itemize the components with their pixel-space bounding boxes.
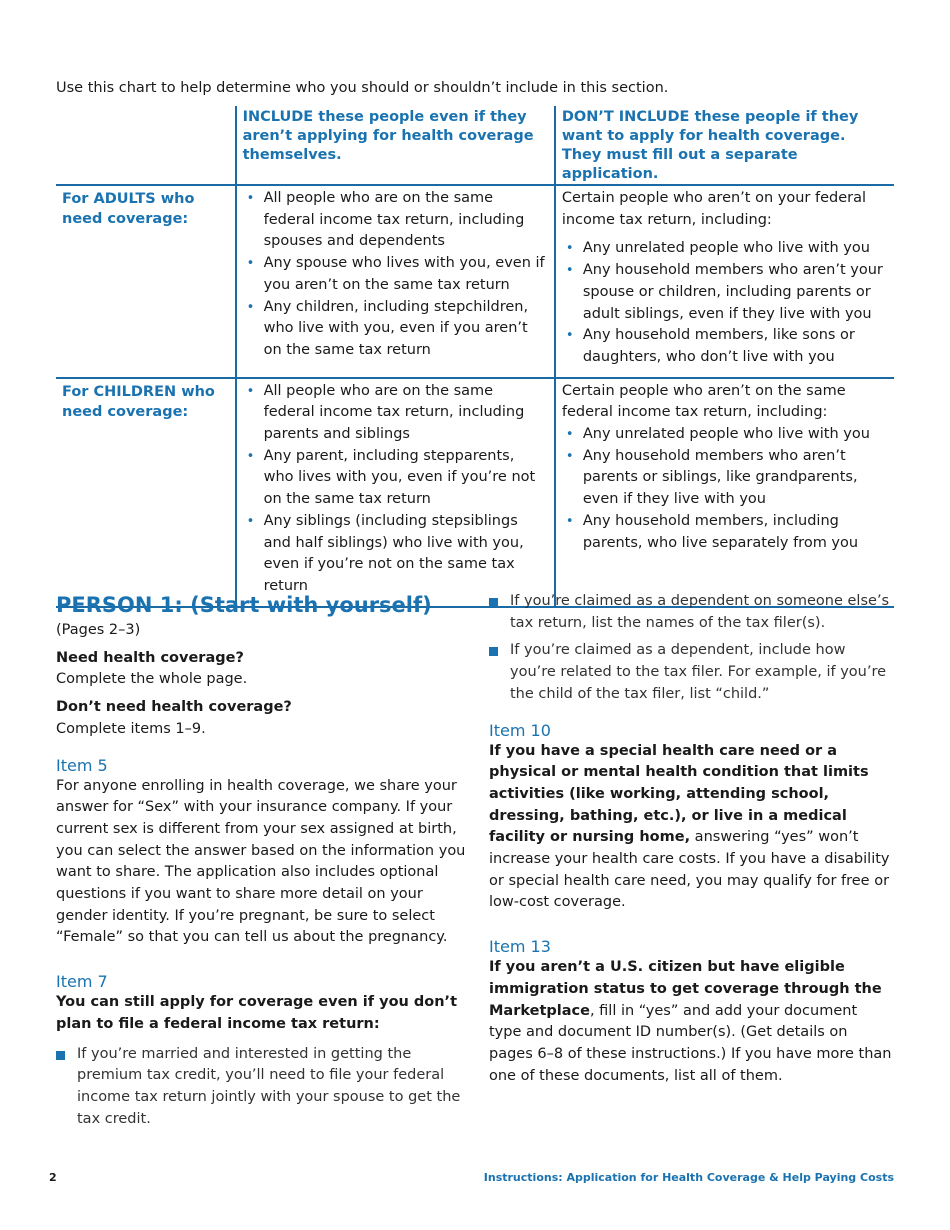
list-item: If you’re claimed as a dependent on someone else’s tax return, list the names of the tax filer(s). bbox=[489, 591, 894, 634]
item13-rest: , fill in “yes” and add your document type and document ID number(s). (Get details on pages 6–8 of these instructions.) If you have more than one of these documents, list all of them. bbox=[489, 1002, 892, 1084]
item10-rest: answering “yes” won’t increase your health care costs. If you have a disability or special health care need, you may qualify for free or low-cost coverage. bbox=[489, 829, 890, 911]
inclusion-chart bbox=[56, 106, 894, 608]
item10-bold: If you have a special health care need or a physical or mental health condition that limits activities (like working, attending school, dressing, bathing, etc.), or live in a medical facility or nursing home, bbox=[489, 742, 869, 846]
person-pages: (Pages 2–3) bbox=[56, 622, 141, 638]
item7-list bbox=[56, 1044, 466, 1131]
adults-include bbox=[236, 185, 555, 378]
adults-exclude bbox=[555, 185, 894, 378]
list-item: • Any children, including stepchildren, who live with you, even if you aren’t on the same tax return bbox=[243, 297, 548, 362]
list-item: • Any unrelated people who live with you bbox=[562, 424, 888, 446]
item13-heading: Item 13 bbox=[489, 937, 551, 957]
need-coverage-question: Need health coverage? bbox=[56, 649, 244, 666]
item7-list-continued bbox=[489, 591, 894, 706]
chart-corner bbox=[56, 106, 236, 185]
right-column bbox=[489, 591, 894, 1087]
children-label-strong: CHILDREN bbox=[93, 383, 177, 400]
include-header-strong: INCLUDE bbox=[242, 109, 314, 125]
item7-heading: Item 7 bbox=[56, 972, 108, 992]
left-column bbox=[56, 590, 466, 1136]
list-item: • Any household members, including parents, who live separately from you bbox=[562, 511, 888, 554]
list-item: If you’re claimed as a dependent, include how you’re related to the tax filer. For example, if you’re the child of the tax filer, list “child.” bbox=[489, 640, 894, 705]
list-item: • All people who are on the same federal income tax return, including parents and siblings bbox=[243, 381, 548, 446]
item5-heading: Item 5 bbox=[56, 755, 108, 775]
children-row bbox=[56, 378, 894, 607]
adults-label bbox=[56, 185, 236, 378]
include-header bbox=[236, 106, 555, 185]
adults-label-strong: ADULTS bbox=[93, 191, 156, 207]
children-label bbox=[56, 378, 236, 607]
item7-bold: You can still apply for coverage even if you don’t plan to file a federal income tax return: bbox=[56, 994, 458, 1032]
chart-header-row bbox=[56, 106, 894, 185]
footer-title: Instructions: Application for Health Coverage & Help Paying Costs bbox=[483, 1171, 894, 1184]
list-item: • Any household members who aren’t your spouse or children, including parents or adult siblings, even if they live with you bbox=[562, 260, 888, 325]
list-item: • Any household members, like sons or daughters, who don’t live with you bbox=[562, 325, 888, 368]
adults-label-post: who need coverage: bbox=[62, 191, 195, 227]
adults-row bbox=[56, 185, 894, 378]
dont-need-coverage-answer: Complete items 1–9. bbox=[56, 720, 206, 737]
list-item: If you’re married and interested in getting the premium tax credit, you’ll need to file your federal income tax return jointly with your spouse to get the tax credit. bbox=[56, 1044, 466, 1131]
list-item: • Any parent, including stepparents, who lives with you, even if you’re not on the same tax return bbox=[243, 446, 548, 511]
exclude-header-rest: these people if they want to apply for health coverage. They must fill out a separate application. bbox=[561, 109, 859, 182]
need-coverage-answer: Complete the whole page. bbox=[56, 671, 248, 688]
item5-text: For anyone enrolling in health coverage, we share your answer for “Sex” with your insurance company. If your current sex is different from your sex assigned at birth, you can select the answer based on the information you want to share. The application also includes optional questions if you want to share more detail on your gender identity. If you’re pregnant, be sure to select “Female” so that you can tell us about the pregnancy. bbox=[56, 777, 466, 946]
children-include bbox=[236, 378, 555, 607]
person-title bbox=[56, 590, 466, 620]
list-item: • Any household members who aren’t parents or siblings, like grandparents, even if they live with you bbox=[562, 446, 888, 511]
person-title-rest: (Start with yourself) bbox=[182, 593, 432, 617]
list-item: • Any spouse who lives with you, even if you aren’t on the same tax return bbox=[243, 253, 548, 296]
item10-text bbox=[489, 741, 894, 915]
exclude-header bbox=[555, 106, 894, 185]
item13-text bbox=[489, 957, 894, 1087]
item13-bold: If you aren’t a U.S. citizen but have eligible immigration status to get coverage through the Marketplace bbox=[489, 959, 882, 1019]
children-label-pre: For bbox=[62, 383, 94, 400]
dont-need-coverage-question: Don’t need health coverage? bbox=[56, 699, 292, 716]
intro-text: Use this chart to help determine who you should or shouldn’t include in this section. bbox=[56, 80, 669, 96]
adults-exclude-lead: Certain people who aren’t on your federal income tax return, including: bbox=[561, 190, 866, 228]
item10-heading: Item 10 bbox=[489, 720, 551, 740]
children-exclude bbox=[555, 378, 894, 607]
list-item: • All people who are on the same federal income tax return, including spouses and dependents bbox=[243, 188, 548, 253]
adults-label-pre: For bbox=[62, 191, 94, 207]
children-label-post: who need coverage: bbox=[62, 383, 215, 420]
list-item: • Any siblings (including stepsiblings and half siblings) who live with you, even if you’re not on the same tax return bbox=[243, 511, 548, 598]
person-title-strong: PERSON 1: bbox=[56, 593, 183, 617]
list-item: • Any unrelated people who live with you bbox=[562, 238, 888, 260]
children-exclude-lead: Certain people who aren’t on the same federal income tax return, including: bbox=[561, 382, 846, 421]
page-number: 2 bbox=[49, 1171, 57, 1184]
exclude-header-strong: DON’T INCLUDE bbox=[561, 109, 690, 125]
include-header-rest: these people even if they aren’t applying for health coverage themselves. bbox=[242, 109, 534, 163]
